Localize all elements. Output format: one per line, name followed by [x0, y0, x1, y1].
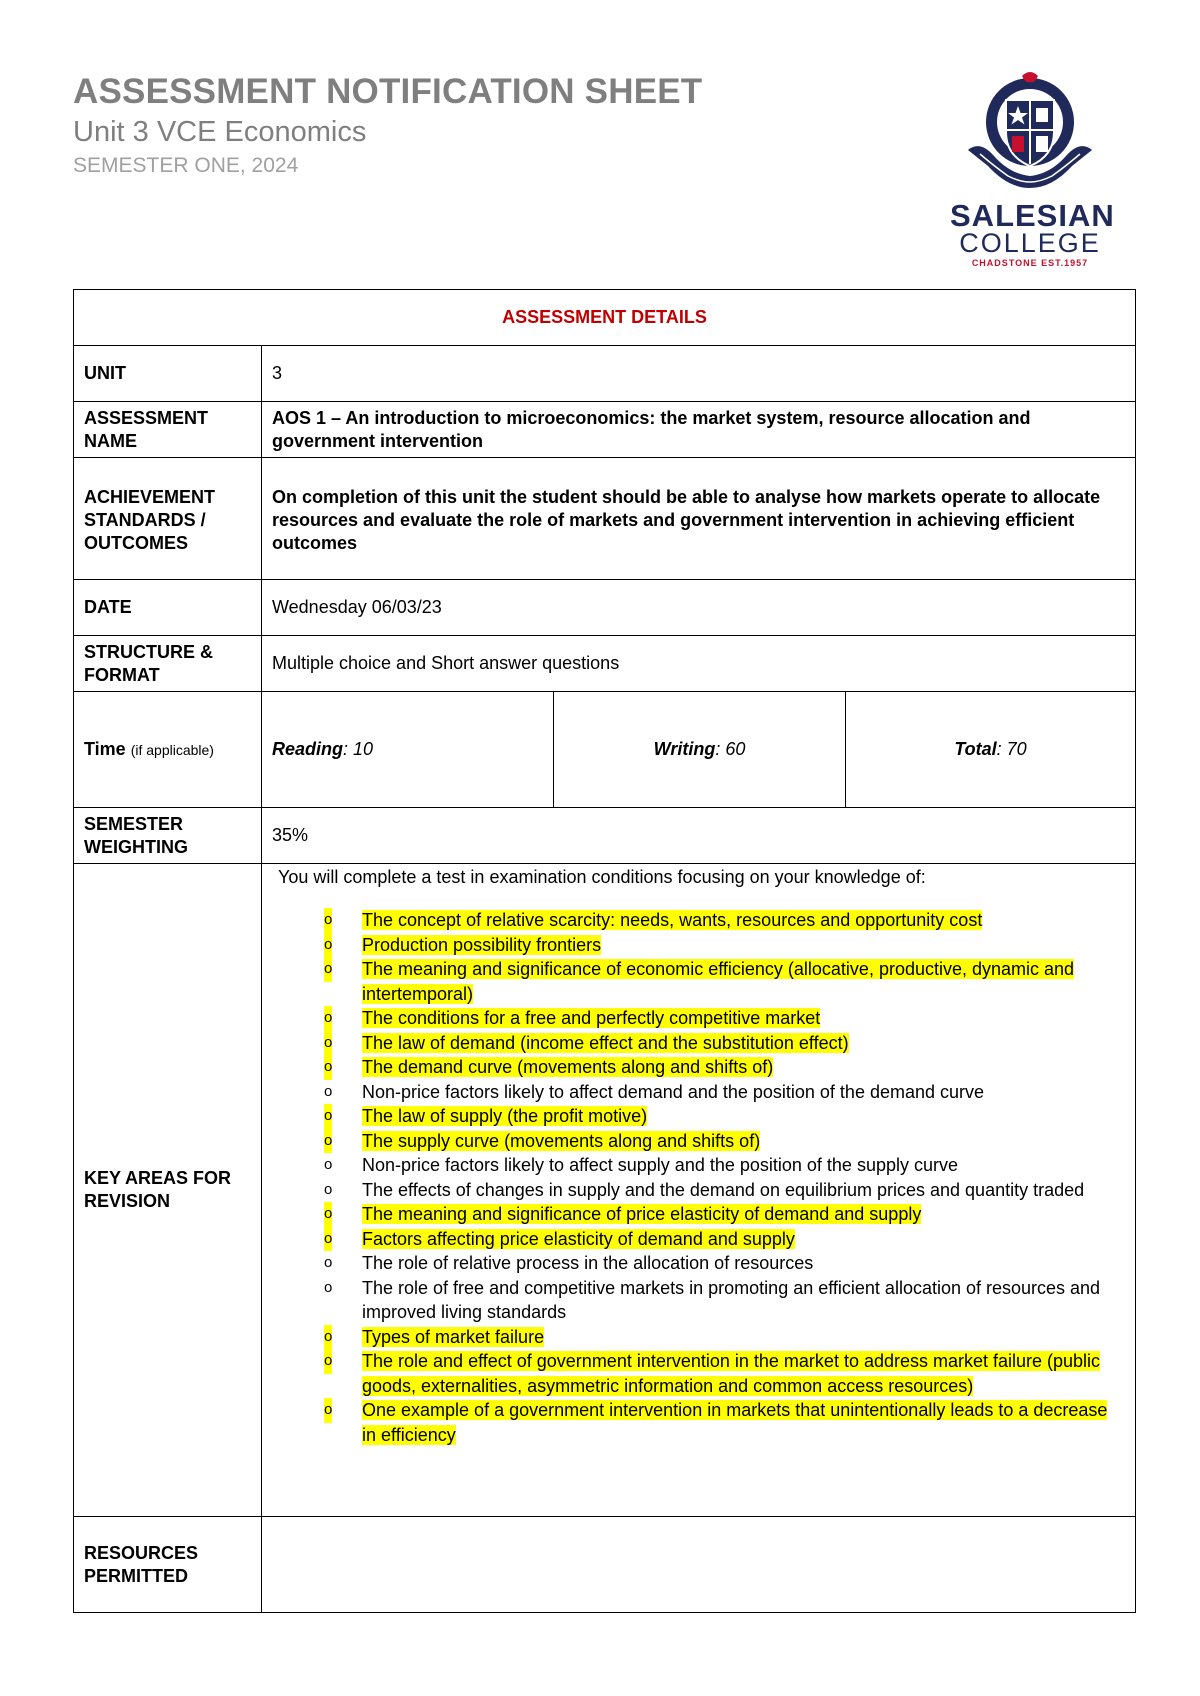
reading-value: : 10: [343, 739, 374, 759]
college-logo: [950, 70, 1115, 270]
bullet-icon: o: [324, 1082, 333, 1100]
revision-item: [272, 1080, 1125, 1105]
bullet-icon: o: [324, 1055, 332, 1080]
revision-item: [272, 933, 1125, 958]
time-note: (if applicable): [130, 741, 214, 758]
logo-salesian: SALESIAN: [950, 198, 1115, 233]
revision-item-text: The role of free and competitive markets in promoting an efficient allocation of resources and improved living standards: [362, 1277, 1101, 1322]
revision-item-text: The law of demand (income effect and the substitution effect): [362, 1032, 849, 1053]
revision-item-text: The meaning and significance of economic efficiency (allocative, productive, dynamic and intertemporal): [362, 959, 1075, 1004]
revision-item-text: The concept of relative scarcity: needs, wants, resources and opportunity cost: [362, 910, 983, 930]
writing-value: : 60: [715, 739, 746, 759]
unit-value: 3: [262, 346, 1136, 402]
structure-row: [74, 636, 1136, 692]
assessment-name-value: AOS 1 – An introduction to microeconomics: the market system, resource allocation and government intervention: [262, 402, 1136, 458]
revision-item: [272, 1349, 1125, 1398]
outcomes-row: [74, 458, 1136, 580]
key-areas-label: KEY AREAS FOR REVISION: [74, 864, 262, 1517]
time-row: [74, 692, 1136, 808]
assessment-details-table: [73, 289, 1136, 1613]
details-heading-row: [74, 290, 1136, 346]
revision-item-text: Types of market failure: [362, 1326, 545, 1347]
weighting-label: SEMESTER WEIGHTING: [74, 808, 262, 864]
bullet-icon: o: [324, 1180, 333, 1198]
key-areas-content: [262, 864, 1136, 1517]
bullet-icon: o: [324, 1278, 333, 1296]
bullet-icon: o: [324, 933, 332, 958]
revision-item: [272, 1202, 1125, 1227]
outcomes-label: ACHIEVEMENT STANDARDS / OUTCOMES: [74, 458, 262, 580]
assessment-name-label: ASSESSMENT NAME: [74, 402, 262, 458]
revision-item: [272, 1276, 1125, 1325]
bullet-icon: o: [324, 1104, 332, 1129]
revision-item: [272, 1031, 1125, 1056]
revision-item-text: The meaning and significance of price elasticity of demand and supply: [362, 1204, 922, 1224]
document-subtitle: Unit 3 VCE Economics: [73, 116, 367, 148]
revision-item: [272, 1153, 1125, 1178]
date-label: DATE: [74, 580, 262, 636]
total-label: Total: [954, 739, 997, 759]
logo-tagline: CHADSTONE EST.1957: [971, 258, 1089, 268]
bullet-icon: o: [324, 1129, 332, 1154]
bullet-icon: o: [324, 908, 332, 933]
revision-item-text: The role and effect of government intervention in the market to address market failure (public goods, externalities, asymmetric information and common access resources): [362, 1351, 1101, 1396]
structure-value: Multiple choice and Short answer questions: [262, 636, 1136, 692]
revision-item-text: One example of a government intervention in markets that unintentionally leads to a decrease in efficiency: [362, 1400, 1108, 1445]
bullet-icon: o: [324, 1349, 332, 1374]
bullet-icon: o: [324, 957, 332, 982]
resources-value: [262, 1517, 1136, 1613]
bullet-icon: o: [324, 1227, 332, 1252]
revision-item: [272, 957, 1125, 1006]
resources-row: [74, 1517, 1136, 1613]
assessment-details-heading: ASSESSMENT DETAILS: [74, 290, 1136, 346]
revision-item: [272, 1251, 1125, 1276]
revision-item-text: Production possibility frontiers: [362, 934, 602, 955]
weighting-value: 35%: [262, 808, 1136, 864]
revision-item-text: The role of relative process in the allocation of resources: [362, 1253, 814, 1273]
revision-list: [272, 908, 1125, 1447]
bullet-icon: o: [324, 1031, 332, 1056]
bullet-icon: o: [324, 1202, 332, 1227]
total-value: : 70: [996, 739, 1027, 759]
revision-item-text: Non-price factors likely to affect supply and the position of the supply curve: [362, 1155, 958, 1175]
reading-cell: [262, 692, 554, 808]
assessment-name-row: [74, 402, 1136, 458]
time-label-cell: [74, 692, 262, 808]
revision-item-text: The effects of changes in supply and the demand on equilibrium prices and quantity traded: [362, 1179, 1085, 1200]
key-areas-row: [74, 864, 1136, 1517]
revision-item-text: The demand curve (movements along and shifts of): [362, 1057, 774, 1077]
structure-label: STRUCTURE & FORMAT: [74, 636, 262, 692]
revision-item: [272, 908, 1125, 933]
bullet-icon: o: [324, 1006, 332, 1031]
revision-item-text: Non-price factors likely to affect demand and the position of the demand curve: [362, 1081, 985, 1102]
document-header: [73, 72, 702, 180]
writing-cell: [554, 692, 846, 808]
reading-label: Reading: [272, 739, 344, 759]
semester-label: SEMESTER ONE, 2024: [73, 154, 299, 177]
date-row: [74, 580, 1136, 636]
revision-item: [272, 1227, 1125, 1252]
unit-label: UNIT: [74, 346, 262, 402]
writing-label: Writing: [653, 739, 716, 759]
revision-item: [272, 1006, 1125, 1031]
crest-icon: [950, 70, 1110, 198]
time-label: Time: [84, 738, 126, 759]
revision-item-text: Factors affecting price elasticity of demand and supply: [362, 1228, 795, 1249]
revision-item: [272, 1325, 1125, 1350]
bullet-icon: o: [324, 1325, 332, 1350]
revision-item: [272, 1104, 1125, 1129]
revision-item: [272, 1129, 1125, 1154]
revision-item-text: The conditions for a free and perfectly competitive market: [362, 1008, 821, 1028]
unit-row: [74, 346, 1136, 402]
outcomes-value: On completion of this unit the student should be able to analyse how markets operate to allocate resources and evaluate the role of markets and government intervention in achieving efficient outcomes: [262, 458, 1136, 580]
resources-label: RESOURCES PERMITTED: [74, 1517, 262, 1613]
total-cell: [846, 692, 1136, 808]
revision-item: [272, 1178, 1125, 1203]
revision-item-text: The law of supply (the profit motive): [362, 1106, 648, 1126]
revision-item: [272, 1398, 1125, 1447]
revision-item-text: The supply curve (movements along and shifts of): [362, 1130, 761, 1151]
bullet-icon: o: [324, 1156, 333, 1173]
document-title: ASSESSMENT NOTIFICATION SHEET: [73, 72, 703, 111]
weighting-row: [74, 808, 1136, 864]
logo-college: COLLEGE: [959, 228, 1101, 258]
bullet-icon: o: [324, 1254, 333, 1271]
date-value: Wednesday 06/03/23: [262, 580, 1136, 636]
revision-item: [272, 1055, 1125, 1080]
bullet-icon: o: [324, 1398, 332, 1423]
key-areas-intro: You will complete a test in examination conditions focusing on your knowledge of:: [278, 867, 926, 887]
